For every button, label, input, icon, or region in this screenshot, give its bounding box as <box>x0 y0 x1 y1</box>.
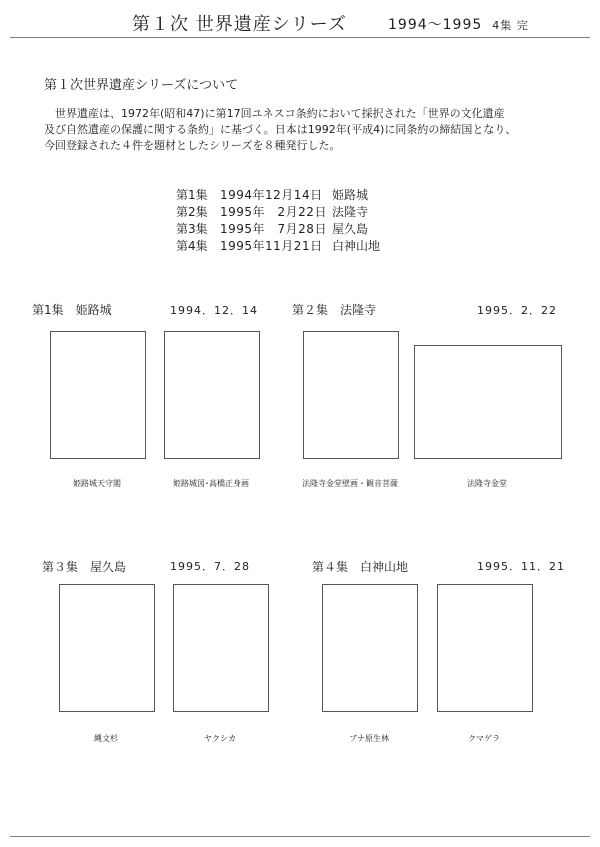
stamp-caption: 姫路城図･高橋正身画 <box>173 479 249 488</box>
issue-date: 1995年11月21日 <box>220 239 323 253</box>
stamp-placeholder <box>164 331 260 459</box>
bottom-rule <box>10 836 590 837</box>
set-4-label: 第４集 白神山地 <box>312 560 409 574</box>
stamp-caption: ブナ原生林 <box>349 734 389 743</box>
issue-count: 4集 完 <box>492 19 529 32</box>
intro-line: 及び自然遺産の保護に関する条約」に基づく。日本は1992年(平成4)に同条約の締結国となり、 <box>44 123 517 136</box>
intro-line: 世界遺産は、1972年(昭和47)に第17回ユネスコ条約において採択された「世界の文化遺産 <box>44 107 505 120</box>
stamp-placeholder <box>173 584 269 712</box>
stamp-caption: 姫路城天守閣 <box>73 479 121 488</box>
set-3-label: 第３集 屋久島 <box>42 560 127 574</box>
set-2-label: 第２集 法隆寺 <box>292 303 377 317</box>
stamp-caption: クマゲラ <box>468 734 500 743</box>
period-years: 1994～1995 <box>388 17 483 33</box>
stamp-caption: 法隆寺金堂 <box>467 479 507 488</box>
set-2-date: 1995．2．22 <box>477 304 557 317</box>
issue-set: 第3集 <box>176 222 208 236</box>
issue-row <box>176 186 368 203</box>
set-4-date: 1995．11．21 <box>477 560 565 573</box>
stamp-placeholder <box>322 584 418 712</box>
issue-set: 第2集 <box>176 205 208 219</box>
set-1-date: 1994．12．14 <box>170 304 258 317</box>
issue-set: 第4集 <box>176 239 208 253</box>
issue-subject: 白神山地 <box>332 239 381 253</box>
issue-date: 1995年 2月22日 <box>220 205 327 219</box>
section-heading: 第１次世界遺産シリーズについて <box>44 78 239 93</box>
intro-line: 今回登録された４件を題材としたシリーズを８種発行した。 <box>44 139 341 152</box>
issue-date: 1995年 7月28日 <box>220 222 327 236</box>
stamp-caption: ヤクシカ <box>204 734 236 743</box>
stamp-placeholder <box>437 584 533 712</box>
set-1-label: 第1集 姫路城 <box>32 303 112 317</box>
series-period <box>388 14 529 34</box>
stamp-caption: 法隆寺金堂壁画・観音菩薩 <box>302 479 398 488</box>
issue-row <box>176 203 368 220</box>
issue-row <box>176 220 368 237</box>
issue-row <box>176 237 380 254</box>
issue-set: 第1集 <box>176 188 208 202</box>
stamp-placeholder <box>59 584 155 712</box>
stamp-placeholder <box>414 345 562 459</box>
issue-date: 1994年12月14日 <box>220 188 323 202</box>
stamp-placeholder <box>303 331 399 459</box>
page-title: 第１次 世界遺産シリーズ <box>132 14 347 35</box>
issue-subject: 屋久島 <box>332 222 369 236</box>
top-rule <box>10 37 590 38</box>
set-3-date: 1995．7．28 <box>170 560 250 573</box>
stamp-placeholder <box>50 331 146 459</box>
stamp-caption: 縄文杉 <box>94 734 118 743</box>
issue-subject: 姫路城 <box>332 188 369 202</box>
issue-subject: 法隆寺 <box>332 205 369 219</box>
